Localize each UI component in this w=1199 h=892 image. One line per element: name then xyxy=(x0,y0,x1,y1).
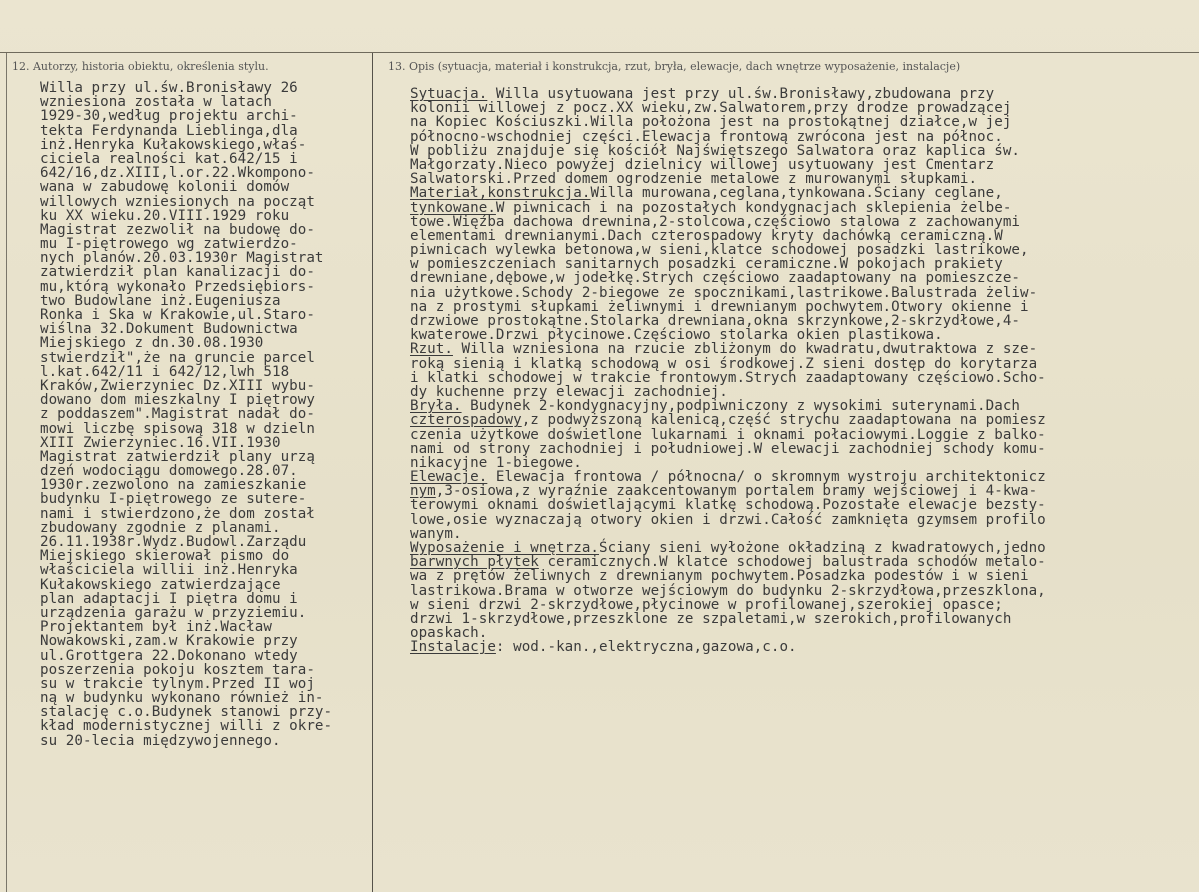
section-heading: czterospadowy xyxy=(410,412,522,429)
history-line: nych planów.20.03.1930r Magistrat xyxy=(40,250,324,267)
description-line: opaskach. xyxy=(410,625,488,642)
section-heading: Wyposażenie i wnętrza. xyxy=(410,540,600,556)
history-line: su w trakcie tylnym.Przed II woj xyxy=(40,675,315,692)
description-line xyxy=(410,639,1046,656)
description-line: kwaterowe.Drzwi płycinowe.Częściowo stolarka okien plastikowa. xyxy=(410,327,943,344)
history-line: 1930r.zezwolono na zamieszkanie xyxy=(40,477,307,494)
history-line: ciciela realności kat.642/15 i xyxy=(40,150,298,167)
history-line: su 20-lecia międzywojennego. xyxy=(40,732,281,749)
section-heading: barwnych płytek xyxy=(410,554,539,571)
header-rule xyxy=(0,52,1199,53)
history-line: zatwierdził plan kanalizacji do- xyxy=(40,264,315,281)
section-heading: tynkowane. xyxy=(410,199,496,216)
column-divider xyxy=(372,53,373,892)
description-line: na Kopiec Kościuszki.Willa położona jest na prostokątnej działce,w jej xyxy=(410,114,1012,131)
history-line: urządzenia garażu w przyziemiu. xyxy=(40,604,307,621)
history-line: Miejskiego skierował pismo do xyxy=(40,548,290,565)
description-line: Małgorzaty.Nieco powyżej dzielnicy willowej usytuowany jest Cmentarz xyxy=(410,156,995,173)
description-line: wa z prętów żeliwnych z drewnianym pochwytem.Posadzka podestów i w sieni xyxy=(410,568,1029,585)
history-line: ną w budynku wykonano również in- xyxy=(40,690,324,707)
description-line: nami od strony zachodniej i południowej.W elewacji zachodniej schody komu- xyxy=(410,440,1046,457)
section-text: : wod.-kan.,elektryczna,gazowa,c.o. xyxy=(495,639,797,656)
history-line: mu I-piętrowego wg zatwierdzo- xyxy=(40,236,298,253)
description-line: drewniane,dębowe,w jodełkę.Strych częściowo zaadaptowany na pomieszcze- xyxy=(410,270,1021,287)
history-line: inż.Henryka Kułakowskiego,właś- xyxy=(40,136,307,153)
history-line: 642/16,dz.XIII,l.or.22.Wkompono- xyxy=(40,165,315,182)
description-line: lowe,osie wyznaczają otwory okien i drzwi.Całość zamknięta gzymsem profilo xyxy=(410,511,1046,528)
description-line: nikacyjne 1-biegowe. xyxy=(410,454,582,471)
description-line xyxy=(410,86,1046,100)
description-line: piwnicach wylewka betonowa,w sieni,klatce schodowej posadzki lastrikowe, xyxy=(410,242,1029,259)
section-text: Elewacja frontowa / północna/ o skromnym wystroju architektonicz xyxy=(487,469,1046,486)
description-line: drzwi 1-skrzydłowe,przeszklone ze szpaletami,w szerokich,profilowanych xyxy=(410,610,1012,627)
description-line: Salwatorski.Przed domem ogrodzenie metalowe z murowanymi słupkami. xyxy=(410,171,978,188)
description-line: w sieni drzwi 2-skrzydłowe,płycinowe w profilowanej,szerokiej opasce; xyxy=(410,596,1003,613)
history-line: zbudowany zgodnie z planami. xyxy=(40,519,281,536)
history-line: stalację c.o.Budynek stanowi przy- xyxy=(40,704,333,721)
history-line: poszerzenia pokoju kosztem tara- xyxy=(40,661,315,678)
section-heading: nym xyxy=(410,483,436,500)
history-line: XIII Zwierzyniec.16.VII.1930 xyxy=(40,434,281,451)
description-line: i klatki schodowej w trakcie frontowym.Strych zaadaptowany częściowo.Scho- xyxy=(410,369,1046,386)
history-line: mu,którą wykonało Przedsiębiors- xyxy=(40,278,315,295)
history-line: 26.11.1938r.Wydz.Budowl.Zarządu xyxy=(40,534,307,550)
description-line: terowymi oknami doświetlającymi klatkę schodową.Pozostałe elewacje bezsty- xyxy=(410,497,1046,514)
history-line: Nowakowski,zam.w Krakowie przy xyxy=(40,633,298,650)
description-line xyxy=(410,483,1046,500)
history-line: Kułakowskiego zatwierdzające xyxy=(40,576,281,593)
history-line: Magistrat zatwierdził plany urzą xyxy=(40,448,315,465)
history-line: stwierdził",że na gruncie parcel xyxy=(40,349,315,366)
history-line: wana w zabudowę kolonii domów xyxy=(40,179,290,196)
description-line: drzwiowe prostokątne.Stolarka drewniana,okna skrzynkowe,2-skrzydłowe,4- xyxy=(410,313,1021,329)
section-heading: Rzut. xyxy=(410,341,453,358)
description-line xyxy=(410,200,1046,214)
section-text: Willa murowana,ceglana,tynkowana.Ściany ceglane, xyxy=(590,185,1003,202)
description-text-column xyxy=(410,86,1046,654)
description-line: elementami drewnianymi.Dach czterospadowy kryty dachówką ceramiczną.W xyxy=(410,227,1003,244)
history-line: z poddaszem".Magistrat nadał do- xyxy=(40,406,315,423)
description-line xyxy=(410,341,1046,358)
section-text: ceramicznych.W klatce schodowej balustrada schodów metalo- xyxy=(538,554,1046,571)
history-line: ul.Grottgera 22.Dokonano wtedy xyxy=(40,647,298,664)
history-line: dowano dom mieszkalny I piętrowy xyxy=(40,392,315,409)
description-line: w pomieszczeniach sanitarnych posadzki ceramiczne.W pokojach prakiety xyxy=(410,256,1003,273)
description-line xyxy=(410,554,1046,571)
history-line: właściciela willii inż.Henryka xyxy=(40,562,298,579)
history-line: dzeń wodociągu domowego.28.07. xyxy=(40,463,298,480)
history-line: two Budowlane inż.Eugeniusza xyxy=(40,292,281,309)
description-line xyxy=(410,398,1046,415)
description-line xyxy=(410,185,1046,202)
history-line: wzniesiona została w latach xyxy=(40,94,272,111)
section-heading: Instalacje xyxy=(410,639,496,656)
section-heading: Materiał,konstrukcja. xyxy=(410,185,591,202)
description-line: dy kuchenne przy elewacji zachodniej. xyxy=(410,383,728,400)
description-line: nia użytkowe.Schody 2-biegowe ze spocznikami,lastrikowe.Balustrada żeliw- xyxy=(410,284,1038,301)
history-line: Willa przy ul.św.Bronisławy 26 xyxy=(40,80,298,96)
description-line: roką sienią i klatką schodową w osi środkowej.Z sieni dostęp do korytarza xyxy=(410,355,1038,372)
description-line: towe.Więźba dachowa drewnina,2-stolcowa,częściowo stalowa z zachowanymi xyxy=(410,213,1021,230)
history-line: tekta Ferdynanda Lieblinga,dla xyxy=(40,122,298,139)
section-12-header: 12. Autorzy, historia obiektu, określenia stylu. xyxy=(12,60,269,73)
history-line: 1929-30,według projektu archi- xyxy=(40,108,298,125)
description-line: W pobliżu znajduje się kościół Najświętszego Salwatora oraz kaplica św. xyxy=(410,142,1021,159)
history-line: budynku I-piętrowego ze sutere- xyxy=(40,491,307,508)
history-line: Miejskiego z dn.30.08.1930 xyxy=(40,335,264,352)
section-text: Ściany sieni wyłożone okładziną z kwadratowych,jedno xyxy=(599,540,1046,556)
history-line: willowych wzniesionych na począt xyxy=(40,193,315,210)
history-line: nami i stwierdzono,że dom został xyxy=(40,505,315,522)
section-13-header: 13. Opis (sytuacja, materiał i konstrukcja, rzut, bryła, elewacje, dach wnętrze wyposażenie, instalacje) xyxy=(388,60,961,73)
section-text: ,3-osiowa,z wyraźnie zaakcentowanym portalem bramy wejściowej i 4-kwa- xyxy=(435,483,1038,500)
description-line: wanym. xyxy=(410,525,462,542)
section-text: Budynek 2-kondygnacyjny,podpiwniczony z wysokimi suterynami.Dach xyxy=(461,398,1021,415)
history-line: l.kat.642/11 i 642/12,lwh 518 xyxy=(40,363,290,380)
history-line: Ronka i Ska w Krakowie,ul.Staro- xyxy=(40,307,315,323)
history-line: wiślna 32.Dokument Budownictwa xyxy=(40,321,298,338)
description-line xyxy=(410,469,1046,486)
section-heading: Sytuacja. xyxy=(410,86,488,102)
left-border xyxy=(6,53,7,892)
description-line xyxy=(410,412,1046,429)
section-text: ,z podwyższoną kalenicą,część strychu zaadaptowana na pomiesz xyxy=(521,412,1046,429)
history-line: Magistrat zezwolił na budowę do- xyxy=(40,221,315,238)
description-line xyxy=(410,540,1046,554)
history-line: Projektantem był inż.Wacław xyxy=(40,619,272,636)
section-heading: Bryła. xyxy=(410,398,462,415)
history-line: kład modernistycznej willi z okre- xyxy=(40,718,333,735)
description-line: czenia użytkowe doświetlone lukarnami i oknami połaciowymi.Loggie z balko- xyxy=(410,426,1046,443)
description-line: na z prostymi słupkami żeliwnymi i drewnianym pochwytem.Otwory okienne i xyxy=(410,298,1029,315)
history-line: plan adaptacji I piętra domu i xyxy=(40,590,298,607)
description-line: kolonii willowej z pocz.XX wieku,zw.Salwatorem,przy drodze prowadzącej xyxy=(410,100,1012,117)
section-text: Willa wzniesiona na rzucie zbliżonym do kwadratu,dwutraktowa z sze- xyxy=(452,341,1038,358)
section-text: W piwnicach i na pozostałych kondygnacjach sklepienia żelbe- xyxy=(495,199,1012,216)
section-heading: Elewacje. xyxy=(410,469,488,486)
description-line: północno-wschodniej części.Elewacja frontową zwrócona jest na północ. xyxy=(410,128,1003,145)
history-line: Kraków,Zwierzyniec Dz.XIII wybu- xyxy=(40,377,315,394)
history-line: mowi liczbę spisową 318 w dzieln xyxy=(40,420,315,437)
description-line: lastrikowa.Brama w otworze wejściowym do budynku 2-skrzydłowa,przeszklona, xyxy=(410,582,1046,599)
history-line: ku XX wieku.20.VIII.1929 roku xyxy=(40,207,290,224)
history-text-column xyxy=(40,80,332,747)
section-text: Willa usytuowana jest przy ul.św.Bronisławy,zbudowana przy xyxy=(487,86,995,102)
